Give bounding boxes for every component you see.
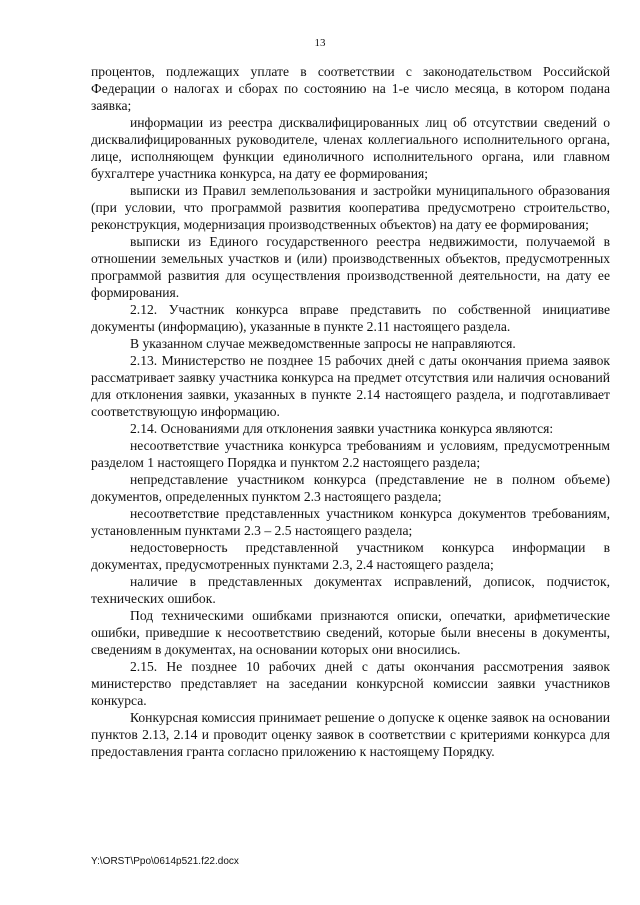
footer-file-path: Y:\ORST\Ppo\0614p521.f22.docx — [91, 856, 239, 867]
paragraph: выписки из Правил землепользования и застройки муниципального образования (при условии, что программой развития кооператива предусмотрено строительство, реконструкция, модернизация производственных объектов) на дату ее формирования; — [91, 183, 610, 232]
paragraph: Конкурсная комиссия принимает решение о допуске к оценке заявок на основании пунктов 2.13, 2.14 и проводит оценку заявок в соответствии с критериями конкурса для предоставления гранта согласно приложению к настоящему Порядку. — [91, 710, 610, 759]
paragraph: наличие в представленных документах исправлений, дописок, подчисток, технических ошибок. — [91, 574, 610, 606]
document-body — [91, 63, 610, 760]
paragraph: несоответствие представленных участником конкурса документов требованиям, установленным пунктами 2.3 – 2.5 настоящего раздела; — [91, 506, 610, 538]
paragraph: несоответствие участника конкурса требованиям и условиям, предусмотренным разделом 1 настоящего Порядка и пунктом 2.2 настоящего раздела; — [91, 438, 610, 470]
paragraph: непредставление участником конкурса (представление не в полном объеме) документов, определенных пунктом 2.3 настоящего раздела; — [91, 472, 610, 504]
page-number: 13 — [314, 37, 326, 49]
paragraph: выписки из Единого государственного реестра недвижимости, получаемой в отношении земельных участков и (или) производственных объектов, предусмотренных программой развития для осуществления производственной деятельности, на дату ее формирования. — [91, 234, 610, 300]
paragraph: Под техническими ошибками признаются описки, опечатки, арифметические ошибки, приведшие к несоответствию сведений, которые были внесены в документы, сведениям в документах, на основании которых они вносились. — [91, 608, 610, 657]
paragraph: 2.13. Министерство не позднее 15 рабочих дней с даты окончания приема заявок рассматривает заявку участника конкурса на предмет отсутствия или наличия оснований для отклонения заявки, указанных в пункте 2.14 настоящего раздела, и подготавливает соответствующую информацию. — [91, 353, 610, 419]
paragraph: 2.14. Основаниями для отклонения заявки участника конкурса являются: — [130, 421, 554, 436]
paragraph: недостоверность представленной участником конкурса информации в документах, предусмотренных пунктами 2.3, 2.4 настоящего раздела; — [91, 540, 610, 572]
paragraph: 2.12. Участник конкурса вправе представить по собственной инициативе документы (информацию), указанные в пункте 2.11 настоящего раздела. — [91, 302, 610, 334]
paragraph: информации из реестра дисквалифицированных лиц об отсутствии сведений о дисквалифицированных руководителе, членах коллегиального исполнительного органа, лице, исполняющем функции единоличного исполнительного органа, или главном бухгалтере участника конкурса, на дату ее формирования; — [91, 115, 610, 181]
paragraph: 2.15. Не позднее 10 рабочих дней с даты окончания рассмотрения заявок министерство представляет на заседании конкурсной комиссии заявки участников конкурса. — [91, 659, 610, 708]
paragraph: В указанном случае межведомственные запросы не направляются. — [130, 336, 516, 351]
paragraph-continuation: процентов, подлежащих уплате в соответствии с законодательством Российской Федерации о налогах и сборах по состоянию на 1-е число месяца, в котором подана заявка; — [91, 64, 610, 113]
